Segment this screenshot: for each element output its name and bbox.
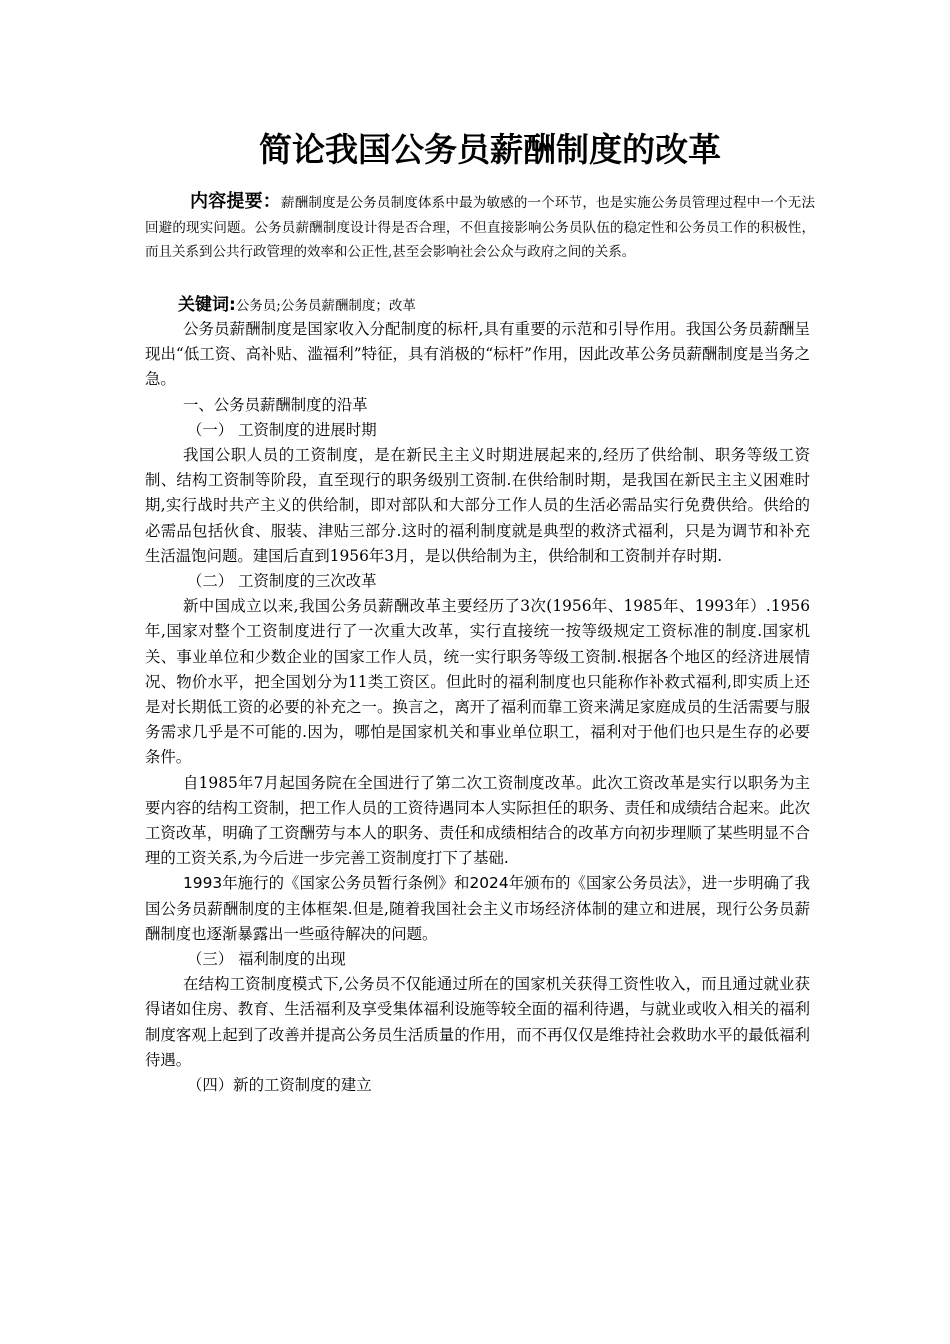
subsection-2-paragraph-1: 新中国成立以来,我国公务员薪酬改革主要经历了3次(1956年、1985年、1993年）.1956年,国家对整个工资制度进行了一次重大改革，实行直接统一按等级规定工资标准的制度.国家机关、事业单位和少数企业的国家工作人员，统一实行职务等级工资制.根据各个地区的经济进展情况、物价水平，把全国划分为11类工资区。但此时的福利制度也只能称作补救式福利,即实质上还是对长期低工资的必要的补充之一。换言之，离开了福利而靠工资来满足家庭成员的生活需要与服务需求几乎是不可能的.因为，哪怕是国家机关和事业单位职工，福利对于他们也只是生存的必要条件。: [145, 597, 810, 767]
abstract: [145, 190, 815, 265]
para3-text-b: 年颁布的《国家公务员法》，进一步明确了我国公务员薪酬制度的主体框架.但是,随着我国社会主义市场经济体制的建立和进展，现行公务员薪酬制度也逐渐暴露出一些亟待解决的问题。: [145, 874, 810, 943]
subsection-2-paragraph-3: [145, 871, 810, 947]
subsection-4-heading: （四）新的工资制度的建立: [187, 1076, 372, 1095]
year-2024: 2024: [469, 874, 509, 893]
keywords-text: 公务员;公务员薪酬制度；改革: [235, 298, 416, 314]
subsection-1-paragraph: 我国公职人员的工资制度，是在新民主主义时期进展起来的,经历了供给制、职务等级工资制、结构工资制等阶段，直至现行的职务级别工资制.在供给制时期，是我国在新民主主义困难时期,实行战时共产主义的供给制，即对部队和大部分工作人员的生活必需品实行免费供给。供给的必需品包括伙食、服装、津贴三部分.这时的福利制度就是典型的救济式福利，只是为调节和补充生活温饱问题。建国后直到1956年3月，是以供给制为主，供给制和工资制并存时期.: [145, 446, 810, 565]
subsection-1-heading: （一） 工资制度的进展时期: [187, 420, 377, 439]
abstract-text: 薪酬制度是公务员制度体系中最为敏感的一个环节，也是实施公务员管理过程中一个无法回避的现实问题。公务员薪酬制度设计得是否合理，不但直接影响公务员队伍的稳定性和公务员工作的积极性，而且关系到公共行政管理的效率和公正性,甚至会影响社会公众与政府之间的关系。: [145, 195, 816, 261]
keywords-label: 关键词:: [178, 295, 236, 315]
abstract-label: 内容提要：: [190, 191, 281, 212]
body-text: [145, 317, 810, 1098]
subsection-3-paragraph: 在结构工资制度模式下,公务员不仅能通过所在的国家机关获得工资性收入，而且通过就业获得诸如住房、教育、生活福利及享受集体福利设施等较全面的福利待遇，与就业或收入相关的福利制度客观上起到了改善并提高公务员生活质量的作用，而不再仅仅是维持社会救助水平的最低福利待遇。: [145, 975, 810, 1069]
document-title: 简论我国公务员薪酬制度的改革: [259, 130, 721, 169]
subsection-2-heading: （二） 工资制度的三次改革: [187, 572, 377, 591]
para3-text-a: 年施行的《国家公务员暂行条例》和: [222, 874, 470, 893]
keywords: [178, 292, 416, 319]
subsection-2-paragraph-2: 自1985年7月起国务院在全国进行了第二次工资制度改革。此次工资改革是实行以职务为主要内容的结构工资制，把工作人员的工资待遇同本人实际担任的职务、责任和成绩结合起来。此次工资改革，明确了工资酬劳与本人的职务、责任和成绩相结合的改革方向初步理顺了某些明显不合理的工资关系,为今后进一步完善工资制度打下了基础.: [145, 773, 810, 868]
year-1993: 1993: [183, 874, 223, 893]
intro-paragraph: 公务员薪酬制度是国家收入分配制度的标杆,具有重要的示范和引导作用。我国公务员薪酬呈现出“低工资、高补贴、滥福利”特征，具有消极的“标杆”作用，因此改革公务员薪酬制度是当务之急。: [145, 320, 810, 389]
section-1-heading: 一、公务员薪酬制度的沿革: [183, 395, 368, 414]
subsection-3-heading: （三） 福利制度的出现: [187, 950, 346, 969]
